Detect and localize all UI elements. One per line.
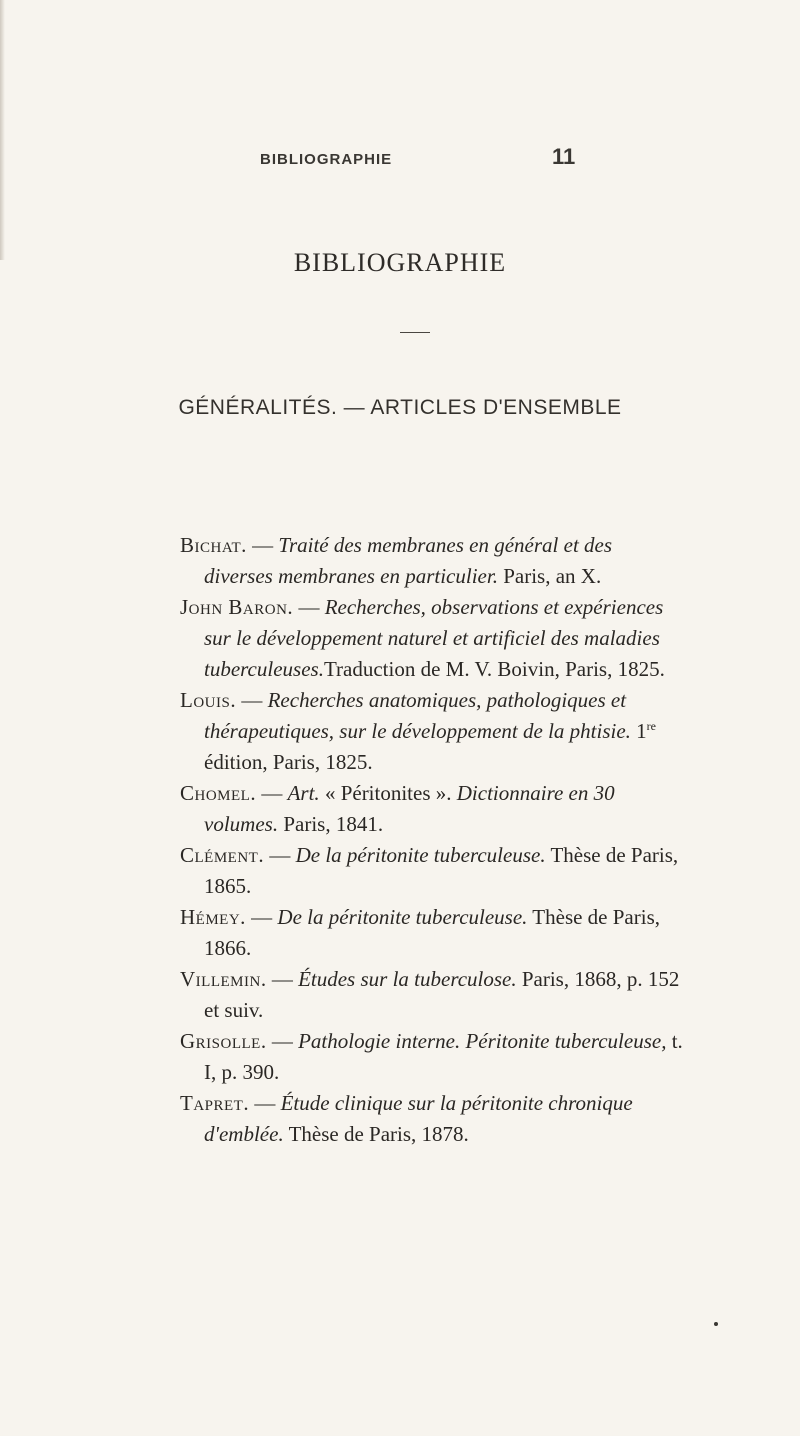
entry-publication: Paris, 1868, p. 152 et suiv. [204,967,680,1022]
entry-author: John Baron. [180,595,294,619]
entry-publication: Thèse de Paris, 1865. [204,843,679,898]
entry-title: Recherches, observations et expériences sur le développement naturel et artificiel des maladies tuberculeuses. [204,595,664,681]
page-edge-shadow [0,0,5,260]
entry-publication: Paris, an X. [497,564,602,588]
entry-publication: Thèse de Paris, 1878. [283,1122,469,1146]
entry-title: Étude clinique sur la péritonite chronique d'emblée. [204,1091,633,1146]
entry-author: Tapret. [180,1091,250,1115]
entry-title: Traité des membranes en général et des diverses membranes en particulier. [204,533,613,588]
entry-separator: — [245,905,278,929]
entry-title: Études sur la tuberculose. [298,967,517,991]
entry-author: Villemin. [180,967,267,991]
entry-title: Pathologie interne. Péritonite tuberculeuse, [298,1029,667,1053]
entry-article-name: « Péritonites ». [319,781,457,805]
entry-title: De la péritonite tuberculeuse. [295,843,546,867]
entry-author: Clément. [180,843,265,867]
entry-title: Recherches anatomiques, pathologiques et thérapeutiques, sur le développement de la phtisie. [204,688,631,743]
entry-separator: — [266,1029,299,1053]
entry-publication: t. I, p. 390. [204,1029,683,1084]
entry-author: Bichat. [180,533,247,557]
bibliography-entry [180,685,686,778]
bibliography-entry [180,778,686,840]
bibliography-list [180,530,686,1150]
page-number: 11 [552,144,576,169]
entry-separator: — [246,533,279,557]
bibliography-entry [180,902,686,964]
margin-mark [714,1322,718,1326]
entry-separator: — [256,781,288,805]
entry-article-abbrev: Art. [287,781,320,805]
entry-title: De la péritonite tuberculeuse. [277,905,528,929]
bibliography-entry [180,840,686,902]
entry-author: Chomel. [180,781,257,805]
bibliography-entry [180,1026,686,1088]
entry-publication: édition, Paris, 1825. [204,750,373,774]
running-head [240,144,580,170]
bibliography-entry [180,592,686,685]
entry-edition-number: 1 [630,719,647,743]
entry-separator: — [264,843,296,867]
page-title: BIBLIOGRAPHIE [293,248,507,277]
entry-author: Grisolle. [180,1029,267,1053]
bibliography-entry [180,964,686,1026]
section-heading: GÉNÉRALITÉS. — ARTICLES D'ENSEMBLE [178,396,622,419]
entry-title: Dictionnaire en 30 volumes. [204,781,615,836]
entry-publication: Thèse de Paris, 1866. [204,905,661,960]
entry-author: Hémey. [180,905,246,929]
entry-edition-superscript: re [646,719,656,733]
bibliography-entry [180,1088,686,1150]
title-divider [400,332,430,333]
entry-publication: Paris, 1841. [278,812,384,836]
entry-separator: — [236,688,268,712]
entry-separator: — [249,1091,281,1115]
entry-separator: — [266,967,299,991]
bibliography-entry [180,530,686,592]
entry-separator: — [293,595,325,619]
entry-publication: Traduction de M. V. Boivin, Paris, 1825. [323,657,665,681]
entry-author: Louis. [180,688,237,712]
running-head-title: BIBLIOGRAPHIE [260,151,393,168]
